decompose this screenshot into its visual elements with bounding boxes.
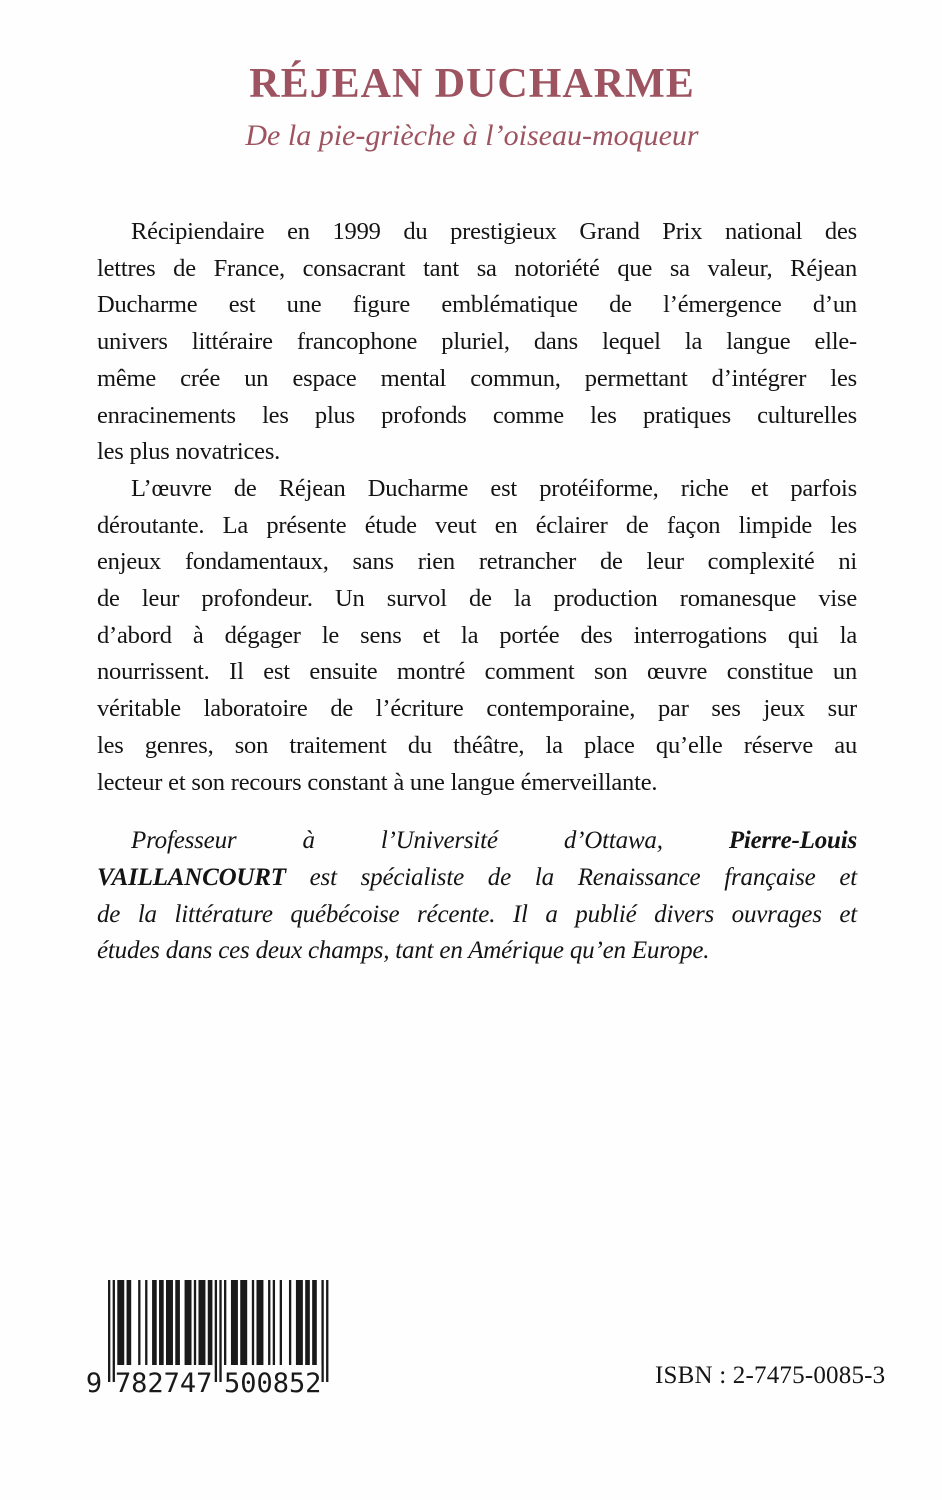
- svg-text:2: 2: [147, 1368, 164, 1398]
- text-segment: Professeur à l’Université d’Ottawa,: [131, 827, 729, 855]
- text-line: L’œuvre de Réjean Ducharme est protéiforme, riche et parfois: [131, 474, 857, 502]
- text-line: nourrissent. Il est ensuite montré comment son œuvre constitue un: [97, 658, 857, 686]
- synopsis-paragraph-1: [97, 214, 857, 471]
- text-segment: de la littérature québécoise récente. Il a publié divers ouvrages et: [97, 900, 857, 928]
- svg-text:8: 8: [272, 1368, 289, 1398]
- text-line: enracinements les plus profonds comme les pratiques culturelles: [97, 401, 857, 429]
- text-line: Ducharme est une figure emblématique de l’émergence d’un: [97, 291, 857, 319]
- text-line: lettres de France, consacrant tant sa notoriété que sa valeur, Réjean: [97, 254, 857, 282]
- svg-text:5: 5: [288, 1368, 306, 1398]
- text-line: [97, 933, 857, 970]
- author-note: [97, 823, 857, 970]
- svg-text:7: 7: [163, 1368, 180, 1398]
- text-line: [97, 860, 857, 897]
- text-line: lecteur et son recours constant à une langue émerveillante.: [97, 768, 658, 796]
- text-line: univers littéraire francophone pluriel, dans lequel la langue elle-: [97, 328, 857, 356]
- text-line: Récipiendaire en 1999 du prestigieux Grand Prix national des: [131, 218, 857, 245]
- author-name: VAILLANCOURT: [97, 863, 286, 891]
- text-segment: est spécialiste de la Renaissance française et: [285, 863, 857, 891]
- text-segment: études dans ces deux champs, tant en Amérique qu’en Europe.: [97, 937, 710, 965]
- author-name: Pierre-Louis: [728, 827, 857, 855]
- svg-text:0: 0: [240, 1368, 257, 1398]
- text-line: les genres, son traitement du théâtre, la place qu’elle réserve au: [97, 731, 857, 759]
- barcode-svg: [84, 1280, 336, 1398]
- svg-text:4: 4: [179, 1368, 197, 1398]
- svg-text:7: 7: [114, 1368, 132, 1398]
- isbn-text: ISBN : 2-7475-0085-3: [655, 1362, 886, 1389]
- text-line: [97, 823, 857, 860]
- svg-text:0: 0: [256, 1368, 273, 1398]
- text-line: [97, 897, 857, 934]
- text-line: les plus novatrices.: [97, 438, 281, 466]
- ean-barcode: [84, 1280, 336, 1398]
- book-subtitle: De la pie-grièche à l’oiseau-moqueur: [245, 119, 699, 152]
- text-line: véritable laboratoire de l’écriture contemporaine, par ses jeux sur: [97, 695, 857, 723]
- svg-text:8: 8: [131, 1368, 148, 1398]
- synopsis: [97, 214, 857, 970]
- barcode-lead-digit: 9: [85, 1368, 103, 1398]
- text-line: déroutante. La présente étude veut en éclairer de façon limpide les: [97, 511, 857, 539]
- svg-text:2: 2: [305, 1368, 322, 1398]
- text-line: même crée un espace mental commun, permettant d’intégrer les: [97, 364, 857, 392]
- book-title: RÉJEAN DUCHARME: [249, 61, 695, 107]
- svg-text:7: 7: [196, 1368, 213, 1398]
- svg-text:5: 5: [223, 1368, 241, 1398]
- text-line: d’abord à dégager le sens et la portée des interrogations qui la: [97, 621, 857, 649]
- text-line: de leur profondeur. Un survol de la production romanesque vise: [97, 585, 857, 613]
- text-line: enjeux fondamentaux, sans rien retrancher de leur complexité ni: [97, 548, 857, 576]
- synopsis-paragraph-2: [97, 471, 857, 801]
